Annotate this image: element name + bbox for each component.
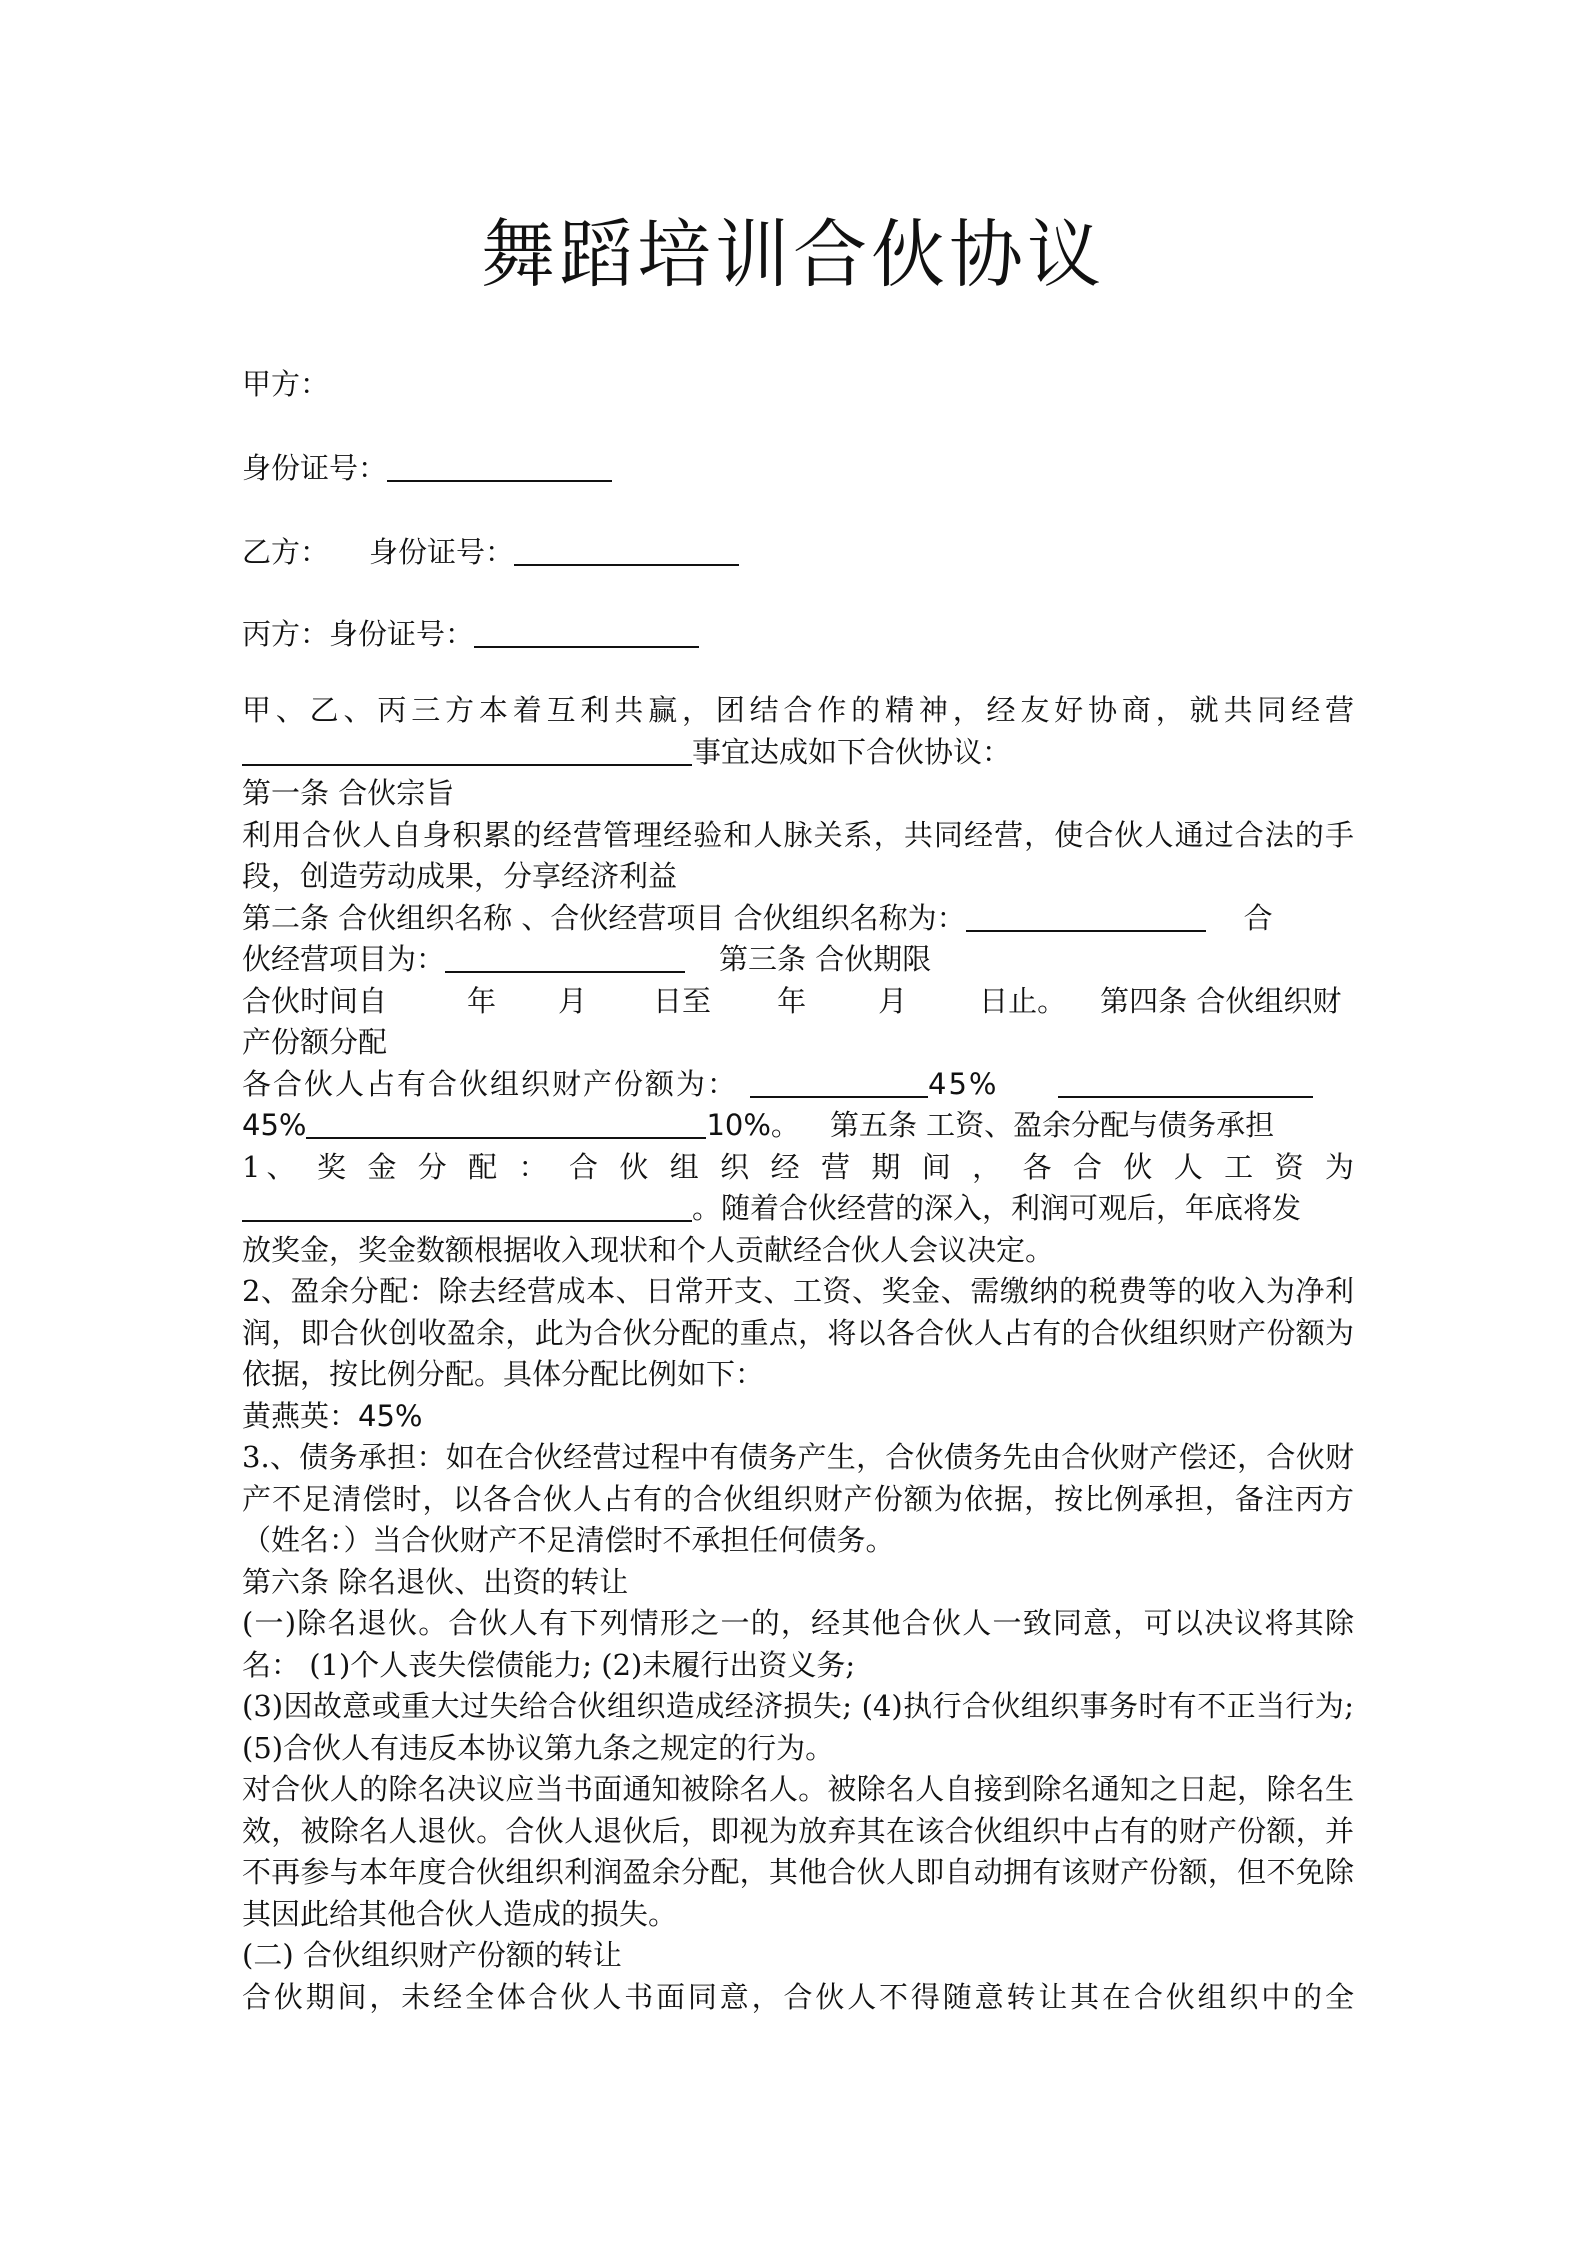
surplus-text: 2、盈余分配：除去经营成本、日常开支、工资、奖金、需缴纳的税费等的收入为净利润，即合伙创收盈余，此为合伙分配的重点，将以各合伙人占有的合伙组织财产份额为依据，按比例分配。具体分配比例如下： [242,1274,1354,1391]
party-b-label: 乙方： [242,535,330,569]
org-name-blank[interactable] [966,902,1206,932]
party-b-id-blank[interactable] [514,536,739,566]
bonus-line2 [242,1188,1354,1230]
article5-heading: 第五条 工资、盈余分配与债务承担 [829,1108,1275,1142]
term-day2: 日止。 [979,983,1067,1018]
article6-sub2-heading: (二) 合伙组织财产份额的转让 [242,1938,622,1972]
article6-p3: 对合伙人的除名决议应当书面通知被除名人。被除名人自接到除名通知之日起，除名生效，被除名人退伙。合伙人退伙后，即视为放弃其在该合伙组织中占有的财产份额，并不再参与本年度合伙组织利润盈余分配，其他合伙人即自动拥有该财产份额，但不免除其因此给其他合伙人造成的损失。 [242,1772,1354,1931]
article1-text: 利用合伙人自身积累的经营管理经验和人脉关系，共同经营，使合伙人通过合法的手段，创造劳动成果，分享经济利益 [242,817,1354,893]
project-label: 伙经营项目为： [242,942,446,976]
shares-line2 [242,1105,1354,1147]
surplus-person-share: 45% [358,1398,423,1433]
intro-line1: 甲、乙、丙三方本着互利共赢，团结合作的精神，经友好协商，就共同经营 [242,693,1354,727]
article2-line1-end: 合 [1243,900,1273,935]
party-a-label: 甲方： [242,367,330,401]
bonus-line3: 放奖金，奖金数额根据收入现状和个人贡献经合伙人会议决定。 [242,1232,1055,1267]
shares-label: 各合伙人占有合伙组织财产份额为： [242,1066,739,1101]
article2-heading: 第二条 合伙组织名称 、合伙经营项目 合伙组织名称为： [242,900,966,935]
article4-heading-cont: 产份额分配 [242,1025,388,1059]
party-c-line [242,614,699,654]
bonus-line2-text: 。随着合伙经营的深入，利润可观后，年底将发 [692,1191,1302,1225]
term-month1: 月 [558,983,588,1018]
share-b-blank[interactable] [1058,1068,1313,1098]
id-blank[interactable] [387,452,612,482]
id-label: 身份证号： [242,451,388,485]
intro-line2-text: 事宜达成如下合伙协议： [692,734,1012,769]
salary-blank[interactable] [242,1192,692,1222]
article2-line2 [242,939,1354,981]
article4-heading: 第四条 合伙组织财 [1100,983,1342,1018]
share-b-value: 45% [242,1108,307,1142]
debt-text: 3.、债务承担：如在合伙经营过程中有债务产生，合伙债务先由合伙财产偿还，合伙财产不足清偿时，以各合伙人占有的合伙组织财产份额为依据，按比例承担，备注丙方（姓名：）当合伙财产不足清偿时不承担任何债务。 [242,1440,1354,1557]
party-a-id-line [242,448,612,488]
party-b-line [242,532,739,572]
term-month2: 月 [878,983,908,1018]
intro-line2 [242,732,1354,774]
term-year1: 年 [467,983,497,1018]
agreement-body [242,690,1354,2018]
share-c-value: 10%。 [706,1108,800,1142]
business-blank[interactable] [242,736,692,766]
surplus-person-line [242,1396,1354,1438]
article6-last-line: 合伙期间，未经全体合伙人书面同意，合伙人不得随意转让其在合伙组织中的全 [242,1979,1354,2014]
article6-heading: 第六条 除名退伙、出资的转让 [242,1564,629,1599]
article1-heading: 第一条 合伙宗旨 [242,776,455,810]
term-year2: 年 [777,983,807,1018]
party-b-id-label: 身份证号： [369,535,515,569]
article6-p2: (3)因故意或重大过失给合伙组织造成经济损失; (4)执行合伙组织事务时有不正当行为; (5)合伙人有违反本协议第九条之规定的行为。 [242,1689,1354,1765]
party-c-id-label: 丙方：身份证号： [242,617,475,651]
term-label: 合伙时间自 [242,983,388,1018]
term-line [242,981,1354,1023]
term-day1: 日至 [653,983,712,1018]
shares-line1 [242,1064,1354,1106]
share-a-blank[interactable] [750,1068,928,1098]
article3-heading: 第三条 合伙期限 [719,942,932,976]
share-c-blank[interactable] [306,1109,706,1139]
article6-p1: (一)除名退伙。合伙人有下列情形之一的，经其他合伙人一致同意，可以决议将其除名： (1)个人丧失偿债能力; (2)未履行出资义务; [242,1606,1354,1682]
surplus-person: 黄燕英： [242,1398,359,1433]
party-c-id-blank[interactable] [474,618,699,648]
party-a-line [242,364,329,404]
project-blank[interactable] [445,943,685,973]
article2-line1 [242,898,1354,940]
bonus-line1: 1、 奖 金 分 配 ： 合 伙 组 织 经 营 期 间 ， 各 合 伙 人 工 资 为 [242,1149,1354,1184]
share-a-value: 45% [928,1066,999,1101]
document-title: 舞蹈培训合伙协议 [481,212,1105,298]
